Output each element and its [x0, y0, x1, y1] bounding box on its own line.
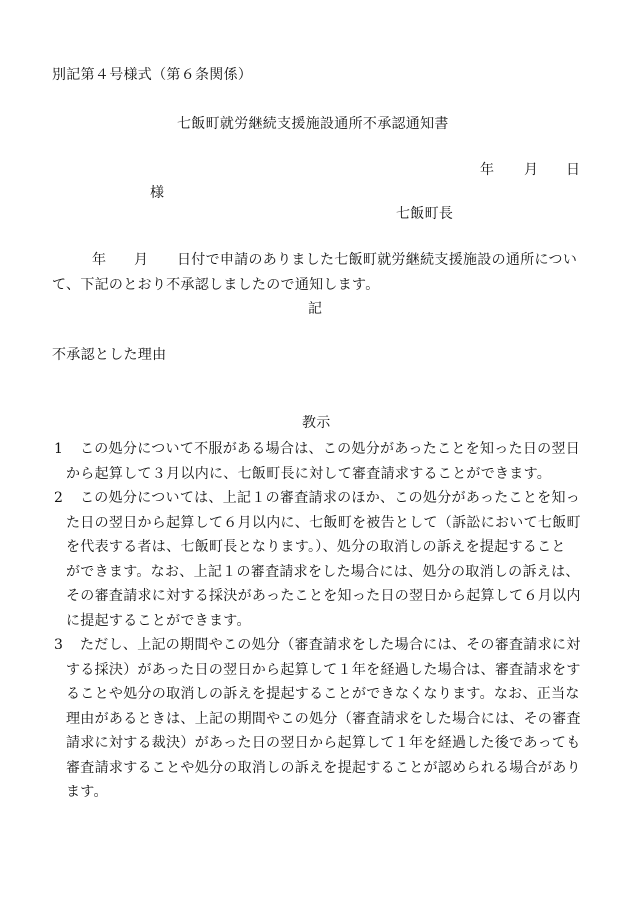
reason-label: 不承認とした理由: [52, 347, 167, 363]
addressee-suffix: 様: [150, 185, 165, 201]
instruction-item-line: 理由があるときは、上記の期間やこの処分（審査請求をした場合には、その審査: [66, 710, 581, 727]
form-label: 別記第４号様式（第６条関係）: [52, 67, 253, 83]
instruction-item-line: から起算して３月以内に、七飯町長に対して審査請求することができます。: [66, 465, 552, 482]
instruction-item-line: 請求に対する裁決）があった日の翌日から起算して１年を経過した後であっても: [66, 735, 581, 751]
date-year: 年: [480, 162, 495, 178]
body-line: 日付で申請のありました七飯町就労継続支援施設の通所につい: [177, 252, 578, 268]
instruction-item-line: ます。: [66, 784, 108, 800]
instruction-item-line: た日の翌日から起算して６月以内に、七飯町を被告として（訴訟において七飯町: [66, 514, 581, 531]
instruction-item-line: この処分について不服がある場合は、この処分があったことを知った日の翌日: [80, 441, 581, 457]
instruction-item-number: 1: [54, 441, 64, 457]
instruction-heading: 教示: [302, 415, 331, 431]
instruction-item-line: その審査請求に対する採決があったことを知った日の翌日から起算して６月以内: [66, 588, 581, 604]
date-day: 日: [566, 162, 581, 178]
document-title: 七飯町就労継続支援施設通所不承認通知書: [177, 116, 449, 132]
ki-label: 記: [308, 301, 323, 317]
instruction-item-number: 3: [54, 637, 64, 653]
instruction-item-line: ただし、上記の期間やこの処分（審査請求をした場合には、その審査請求に対: [80, 637, 581, 653]
body-year: 年: [92, 252, 107, 268]
instruction-item-number: 2: [54, 490, 64, 506]
body-line: て、下記のとおり不承認しましたので通知します。: [52, 277, 380, 293]
issuer: 七飯町長: [396, 206, 454, 222]
instruction-item-line: この処分については、上記１の審査請求のほか、この処分があったことを知っ: [80, 490, 581, 506]
date-month: 月: [524, 162, 539, 178]
instruction-item-line: 審査請求することや処分の取消しの訴えを提起することが認められる場合があり: [66, 759, 581, 776]
instruction-item-line: ができます。なお、上記１の審査請求をした場合には、処分の取消しの訴えは、: [66, 563, 580, 580]
instruction-item-line: する採決）があった日の翌日から起算して１年を経過した場合は、審査請求をす: [66, 661, 581, 678]
instruction-item-line: に提起することができます。: [66, 612, 251, 629]
instruction-item-line: を代表する者は、七飯町長となります。）、処分の取消しの訴えを提起すること: [66, 539, 566, 555]
body-month: 月: [134, 252, 149, 268]
instruction-item-line: ることや処分の取消しの訴えを提起することができなくなります。なお、正当な: [66, 686, 580, 702]
